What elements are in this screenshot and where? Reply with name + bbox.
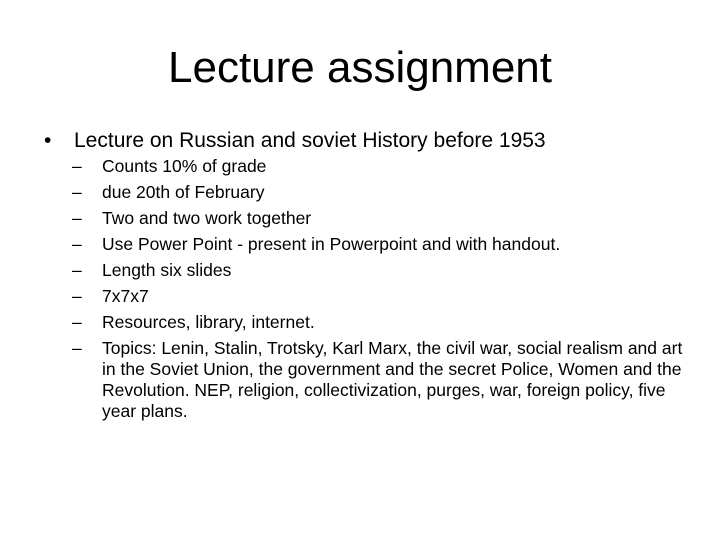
dash-marker: – <box>72 338 82 358</box>
sub-bullet-text: Use Power Point - present in Powerpoint and with handout. <box>102 234 561 254</box>
dash-marker: – <box>72 234 82 254</box>
sub-bullet-item <box>44 312 684 333</box>
dash-marker: – <box>72 286 82 306</box>
sub-bullet-text: Topics: Lenin, Stalin, Trotsky, Karl Marx, the civil war, social realism and art in the Soviet Union, the government and the secret Police, Women and the Revolution. NEP, religion, collectivization, purges, war, foreign policy, five year plans. <box>102 338 683 421</box>
sub-bullet-item <box>44 338 684 422</box>
dash-marker: – <box>72 312 82 332</box>
slide-body <box>44 126 684 427</box>
sub-bullet-list <box>44 156 684 422</box>
bullet-marker: • <box>44 129 52 152</box>
sub-bullet-item <box>44 286 684 307</box>
slide-title: Lecture assignment <box>168 43 552 92</box>
dash-marker: – <box>72 208 82 228</box>
sub-bullet-text: Resources, library, internet. <box>102 312 315 332</box>
dash-marker: – <box>72 260 82 280</box>
sub-bullet-text: 7x7x7 <box>102 286 149 306</box>
sub-bullet-item <box>44 208 684 229</box>
sub-bullet-item <box>44 234 684 255</box>
sub-bullet-text: Counts 10% of grade <box>102 156 267 176</box>
sub-bullet-item <box>44 156 684 177</box>
sub-bullet-text: Length six slides <box>102 260 232 280</box>
sub-bullet-item <box>44 260 684 281</box>
sub-bullet-text: due 20th of February <box>102 182 265 202</box>
dash-marker: – <box>72 182 82 202</box>
dash-marker: – <box>72 156 82 176</box>
main-bullet-text: Lecture on Russian and soviet History before 1953 <box>74 129 546 152</box>
sub-bullet-item <box>44 182 684 203</box>
main-bullet <box>44 126 684 156</box>
sub-bullet-text: Two and two work together <box>102 208 312 228</box>
